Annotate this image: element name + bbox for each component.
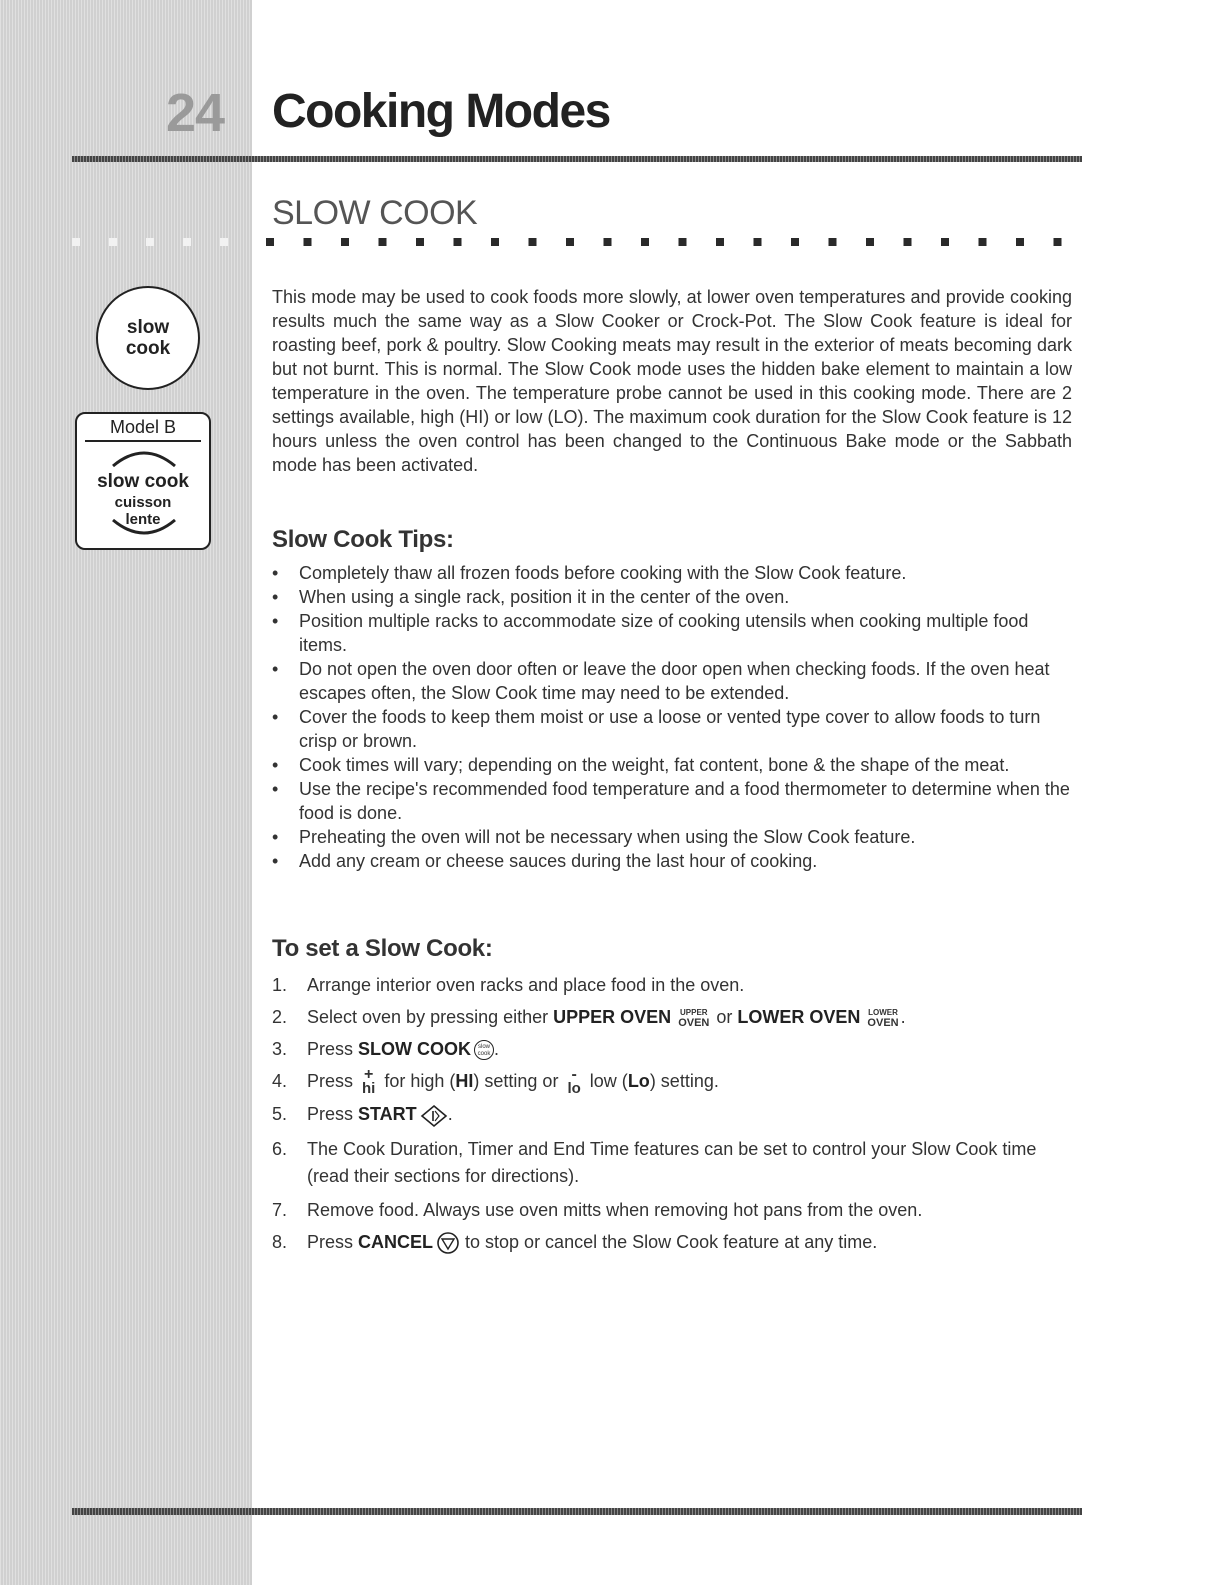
slow-cook-pad-icon — [96, 286, 200, 390]
tip-item — [272, 561, 1072, 585]
step-8 — [272, 1230, 1072, 1255]
step-text: The Cook Duration, Timer and End Time features can be set to control your Slow Cook time (read their sections for directions). — [307, 1138, 1037, 1186]
lo-label: lo — [567, 1080, 581, 1098]
hi-key-icon — [362, 1066, 376, 1098]
step-number: 5. — [272, 1104, 288, 1125]
tips-heading: Slow Cook Tips: — [272, 526, 454, 553]
tip-text: When using a single rack, position it in the center of the oven. — [299, 587, 790, 607]
intro-paragraph: This mode may be used to cook foods more slowly, at lower oven temperatures and provide cooking results much the same way as a Slow Cooker or Crock-Pot. The Slow Cook feature is ideal for roasting beef, pork & poultry. Slow Cooking meats may result in the exterior of meats becoming dark but not burnt. This is normal. The Slow Cook mode uses the hidden bake element to maintain a low temperature in the oven. The temperature probe cannot be used in this cooking mode. There are 2 settings available, high (HI) or low (LO). The maximum cook duration for the Slow Cook feature is 12 hours unless the oven control has been changed to the Continuous Bake mode or the Sabbath mode has been activated. — [272, 287, 1072, 475]
step-text: . — [900, 1007, 906, 1027]
tip-text: Use the recipe's recommended food temperature and a food thermometer to determine when the food is done. — [299, 779, 1070, 823]
steps-list — [272, 973, 1072, 1255]
lower-oven-icon-top: LOWER — [868, 1008, 898, 1018]
step-text: Press — [307, 1039, 359, 1059]
step-text: . — [494, 1039, 500, 1059]
step-text: Press — [307, 1071, 359, 1091]
tip-text: Do not open the oven door often or leave the door open when checking foods. If the oven heat escapes often, the Slow Cook time may need to be extended. — [299, 659, 1050, 703]
bullet-icon: • — [272, 659, 279, 679]
slow-cook-key: SLOW COOK — [358, 1039, 472, 1059]
step-number: 4. — [272, 1071, 288, 1091]
slow-cook-icon-top: slow — [478, 1044, 491, 1051]
step-3 — [272, 1037, 1072, 1061]
tip-item — [272, 777, 1072, 825]
bullet-icon: • — [272, 827, 279, 847]
model-label: Model B — [85, 416, 201, 442]
upper-oven-icon — [678, 1008, 709, 1028]
step-number: 7. — [272, 1199, 288, 1220]
hi-label: hi — [362, 1080, 376, 1098]
tip-item — [272, 825, 1072, 849]
model-main-label: slow cook — [97, 471, 189, 492]
section-dots-right — [266, 238, 1086, 246]
start-icon — [420, 1104, 448, 1128]
model-lente-label: lente — [125, 511, 161, 528]
step-1 — [272, 973, 1072, 997]
step-text: for high ( — [379, 1071, 456, 1091]
cancel-key: CANCEL — [358, 1231, 434, 1252]
model-sub-label: cuisson — [114, 494, 172, 511]
arc-top-icon — [111, 446, 177, 468]
bullet-icon: • — [272, 851, 279, 871]
step-text: Arrange interior oven racks and place food in the oven. — [307, 975, 745, 995]
lower-oven-key: LOWER OVEN — [737, 1007, 861, 1027]
step-4 — [272, 1066, 1072, 1098]
tip-text: Cook times will vary; depending on the weight, fat content, bone & the shape of the meat. — [299, 755, 1010, 775]
tip-item — [272, 705, 1072, 753]
minus-sign: - — [571, 1066, 577, 1084]
tip-item — [272, 753, 1072, 777]
step-text: to stop or cancel the Slow Cook feature at any time. — [460, 1231, 878, 1252]
step-number: 6. — [272, 1138, 288, 1159]
upper-oven-icon-top: UPPER — [680, 1008, 708, 1018]
tip-text: Add any cream or cheese sauces during the last hour of cooking. — [299, 851, 818, 871]
hi-setting: HI — [455, 1071, 474, 1091]
step-5 — [272, 1102, 1072, 1127]
steps-heading: To set a Slow Cook: — [272, 935, 493, 962]
step-text: or — [711, 1007, 738, 1027]
step-7 — [272, 1198, 1072, 1222]
cancel-icon — [436, 1231, 460, 1255]
upper-oven-icon-bottom: OVEN — [678, 1017, 710, 1030]
model-b-pad-icon — [75, 412, 211, 550]
step-text: Remove food. Always use oven mitts when removing hot pans from the oven. — [307, 1199, 923, 1220]
tip-item — [272, 585, 1072, 609]
tip-item — [272, 657, 1072, 705]
step-text: ) setting. — [649, 1071, 719, 1091]
tips-list — [272, 561, 1072, 873]
slow-cook-icon — [474, 1040, 494, 1060]
page-title: Cooking Modes — [272, 85, 610, 138]
slow-cook-pad-bottom: cook — [125, 338, 171, 359]
arc-bottom-icon — [111, 518, 177, 538]
step-6 — [272, 1136, 1072, 1190]
bullet-icon: • — [272, 755, 279, 775]
lo-key-icon — [567, 1066, 581, 1098]
step-number: 3. — [272, 1039, 288, 1059]
bullet-icon: • — [272, 707, 279, 727]
top-rule — [72, 156, 1082, 162]
bullet-icon: • — [272, 611, 279, 631]
bullet-icon: • — [272, 779, 279, 799]
bullet-icon: • — [272, 563, 279, 583]
tip-text: Position multiple racks to accommodate size of cooking utensils when cooking multiple food items. — [299, 611, 1029, 655]
step-text: ) setting or — [473, 1071, 564, 1091]
tip-text: Cover the foods to keep them moist or use a loose or vented type cover to allow foods to turn crisp or brown. — [299, 707, 1041, 751]
step-number: 1. — [272, 975, 288, 995]
slow-cook-icon-bottom: cook — [477, 1051, 491, 1058]
step-text: Press — [307, 1104, 359, 1125]
slow-cook-pad-top: slow — [126, 317, 170, 338]
bottom-rule — [72, 1508, 1082, 1515]
lo-setting: Lo — [627, 1071, 650, 1091]
section-dots-left — [72, 238, 248, 246]
step-2 — [272, 1005, 1072, 1029]
tip-item — [272, 609, 1072, 657]
plus-sign: + — [364, 1066, 374, 1084]
tip-text: Completely thaw all frozen foods before cooking with the Slow Cook feature. — [299, 563, 907, 583]
step-text: low ( — [584, 1071, 628, 1091]
bullet-icon: • — [272, 587, 279, 607]
step-text: . — [447, 1104, 453, 1125]
upper-oven-key: UPPER OVEN — [553, 1007, 672, 1027]
step-number: 8. — [272, 1231, 288, 1252]
start-key: START — [358, 1104, 417, 1125]
page-number: 24 — [166, 83, 225, 143]
tip-text: Preheating the oven will not be necessary when using the Slow Cook feature. — [299, 827, 916, 847]
section-title: SLOW COOK — [272, 194, 478, 232]
step-text: Select oven by pressing either — [307, 1007, 554, 1027]
lower-oven-icon-bottom: OVEN — [867, 1017, 899, 1030]
step-text: Press — [307, 1231, 359, 1252]
step-number: 2. — [272, 1007, 288, 1027]
tip-item — [272, 849, 1072, 873]
lower-oven-icon — [867, 1008, 898, 1028]
